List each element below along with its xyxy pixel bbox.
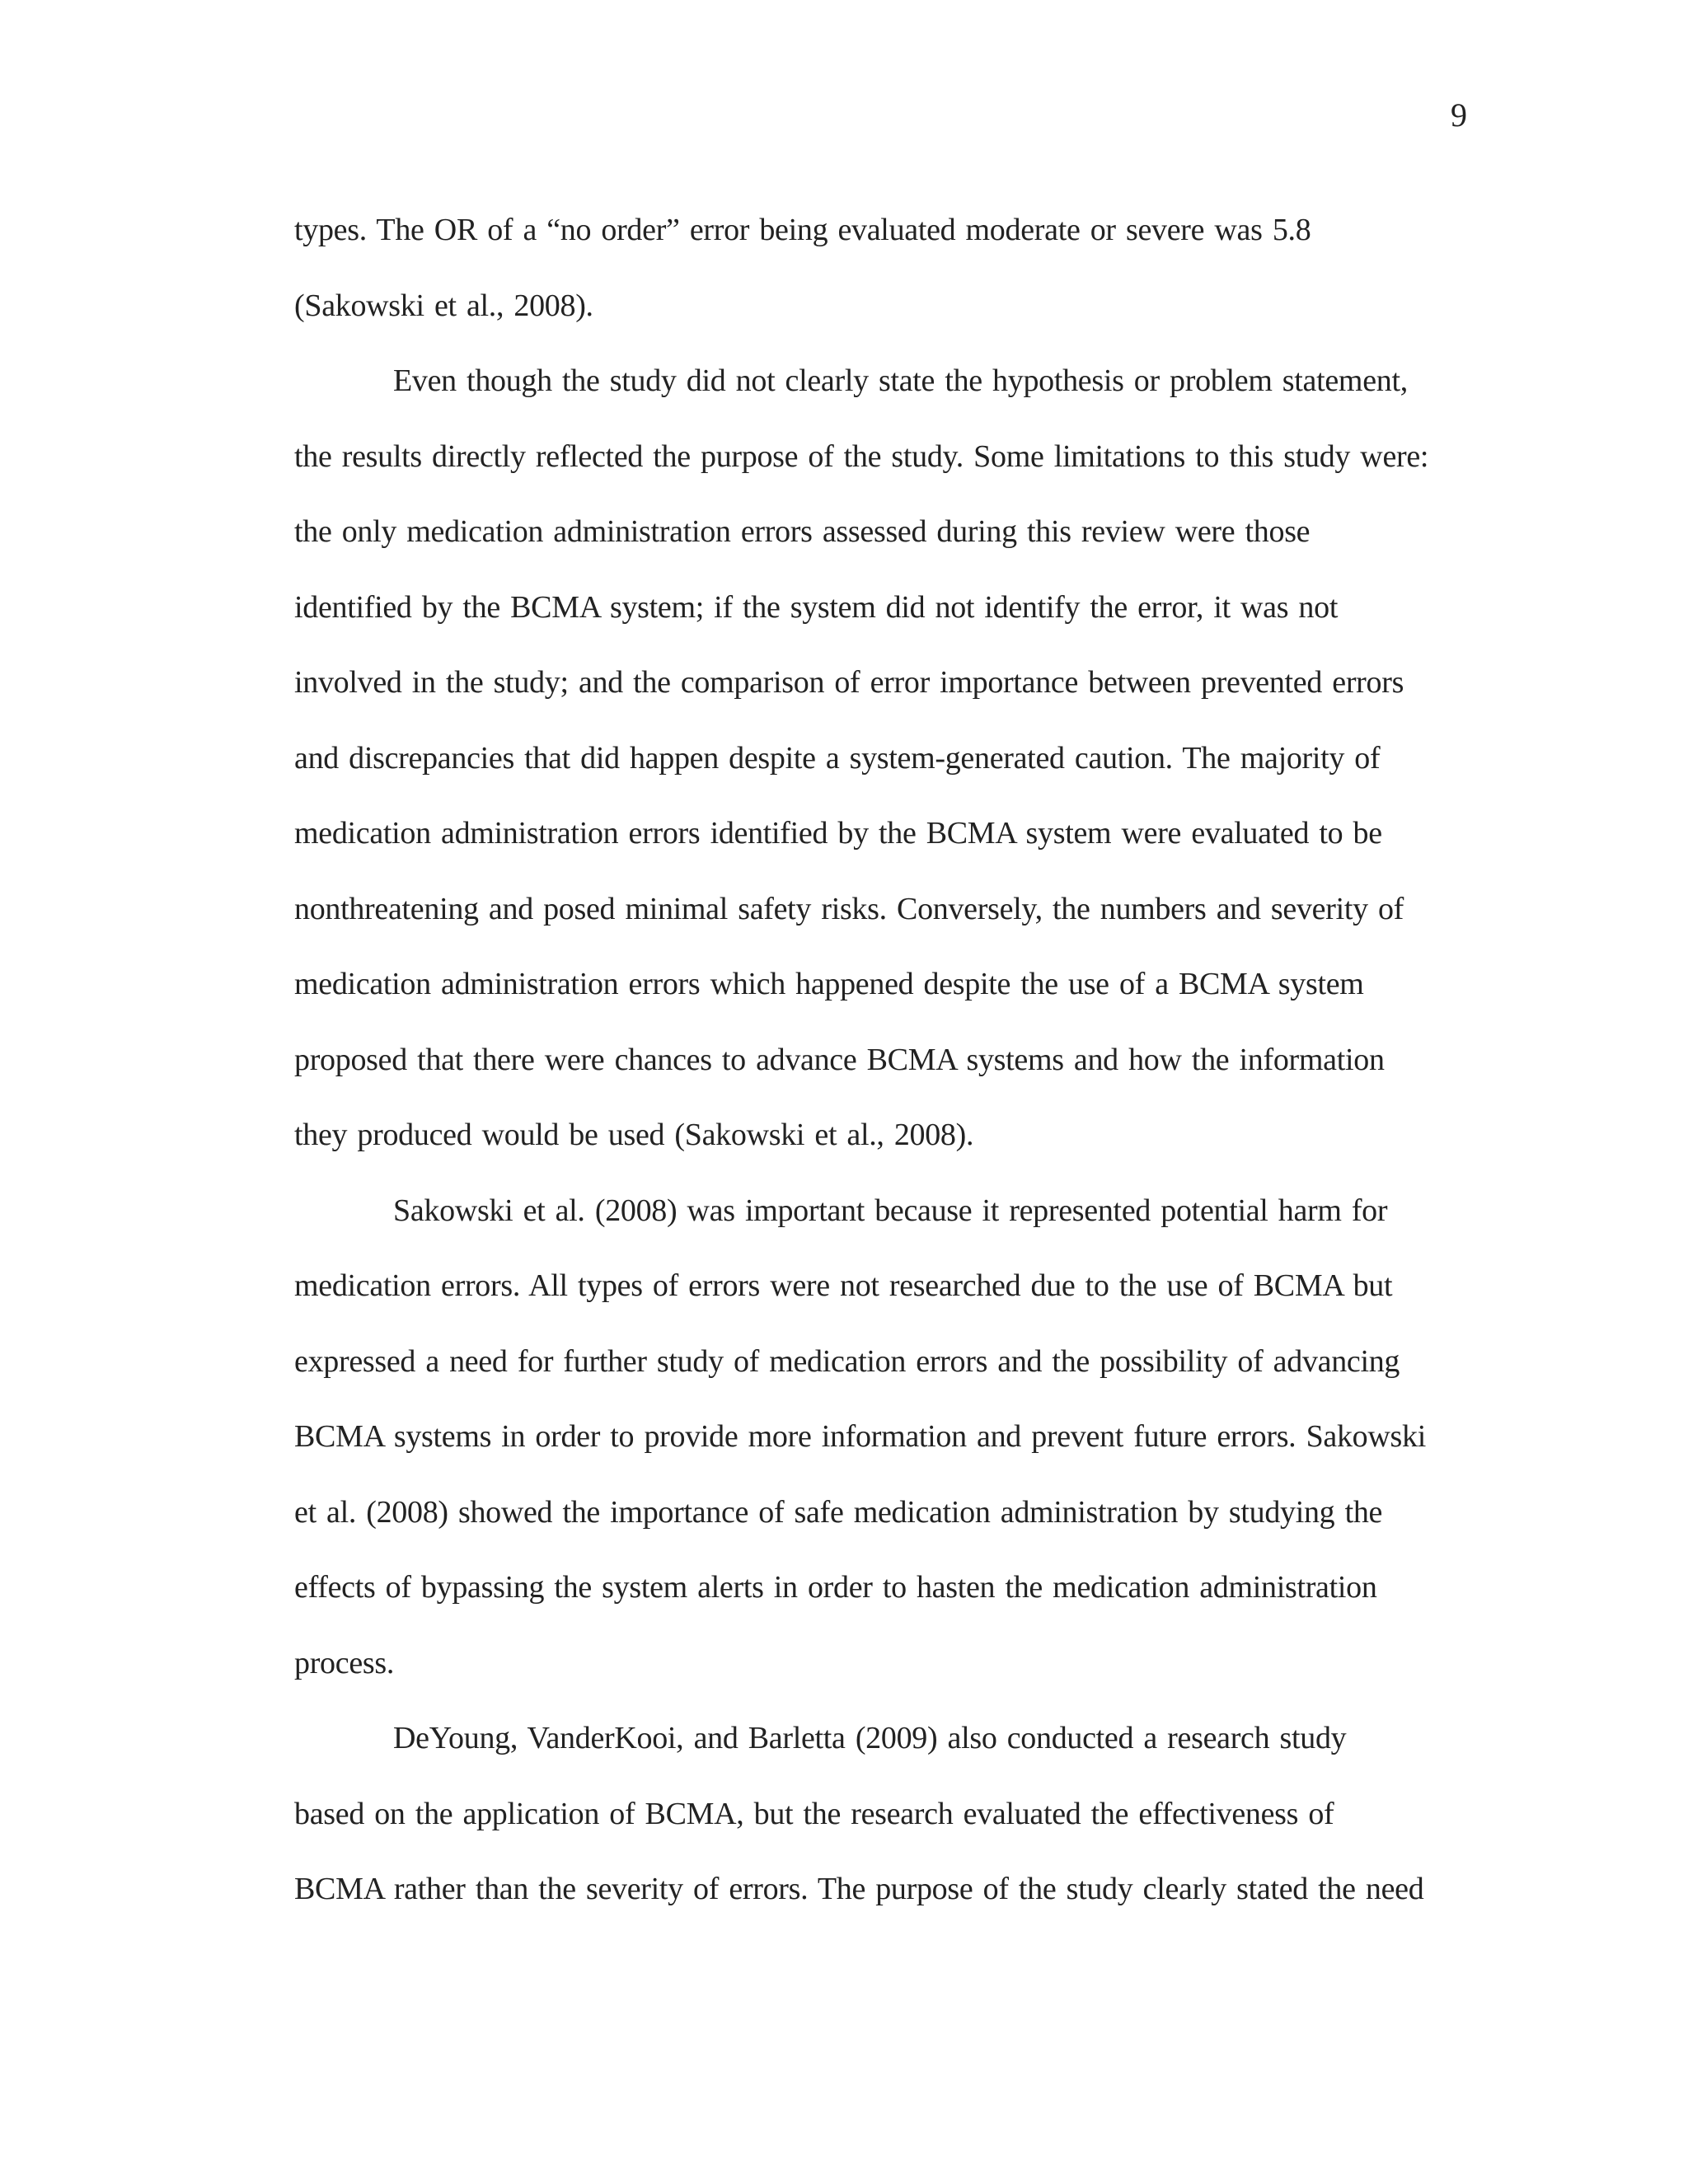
text-line: identified by the BCMA system; if the system did not identify the error, it was not [294, 589, 1339, 625]
text-line: medication administration errors which happened despite the use of a BCMA system [294, 967, 1364, 1001]
paragraph-start-line: DeYoung, VanderKooi, and Barletta (2009) also conducted a research study [393, 1721, 1347, 1755]
text-line: expressed a need for further study of medication errors and the possibility of advancing [294, 1343, 1400, 1379]
text-line: the only medication administration errors assessed during this review were those [294, 514, 1311, 549]
text-line: medication errors. All types of errors were not researched due to the use of BCMA but [294, 1268, 1393, 1303]
text-line: and discrepancies that did happen despite a system-generated caution. The majority of [294, 740, 1381, 776]
text-line: based on the application of BCMA, but the research evaluated the effectiveness of [294, 1796, 1334, 1831]
text-line: BCMA rather than the severity of errors. The purpose of the study clearly stated the need [294, 1872, 1424, 1906]
text-line: types. The OR of a “no order” error being evaluated moderate or severe was 5.8 [294, 213, 1311, 247]
text-line: (Sakowski et al., 2008). [294, 288, 593, 323]
text-line: they produced would be used (Sakowski et al., 2008). [294, 1118, 974, 1152]
text-line: et al. (2008) showed the importance of safe medication administration by studying the [294, 1494, 1383, 1530]
body-text [294, 193, 1465, 1928]
text-line: process. [294, 1645, 395, 1680]
text-line: nonthreatening and posed minimal safety risks. Conversely, the numbers and severity of [294, 891, 1404, 926]
text-line: BCMA systems in order to provide more information and prevent future errors. Sakowski [294, 1419, 1426, 1454]
text-line: proposed that there were chances to advance BCMA systems and how the information [294, 1042, 1385, 1077]
text-line: medication administration errors identified by the BCMA system were evaluated to be [294, 816, 1382, 851]
text-line: involved in the study; and the comparison of error importance between prevented errors [294, 665, 1404, 700]
text-line: the results directly reflected the purpose of the study. Some limitations to this study were: [294, 438, 1429, 474]
text-line: effects of bypassing the system alerts in order to hasten the medication administration [294, 1570, 1377, 1605]
page-number: 9 [1451, 96, 1467, 134]
paragraph-start-line: Sakowski et al. (2008) was important because it represented potential harm for [393, 1193, 1388, 1228]
paragraph-start-line: Even though the study did not clearly state the hypothesis or problem statement, [393, 363, 1408, 398]
